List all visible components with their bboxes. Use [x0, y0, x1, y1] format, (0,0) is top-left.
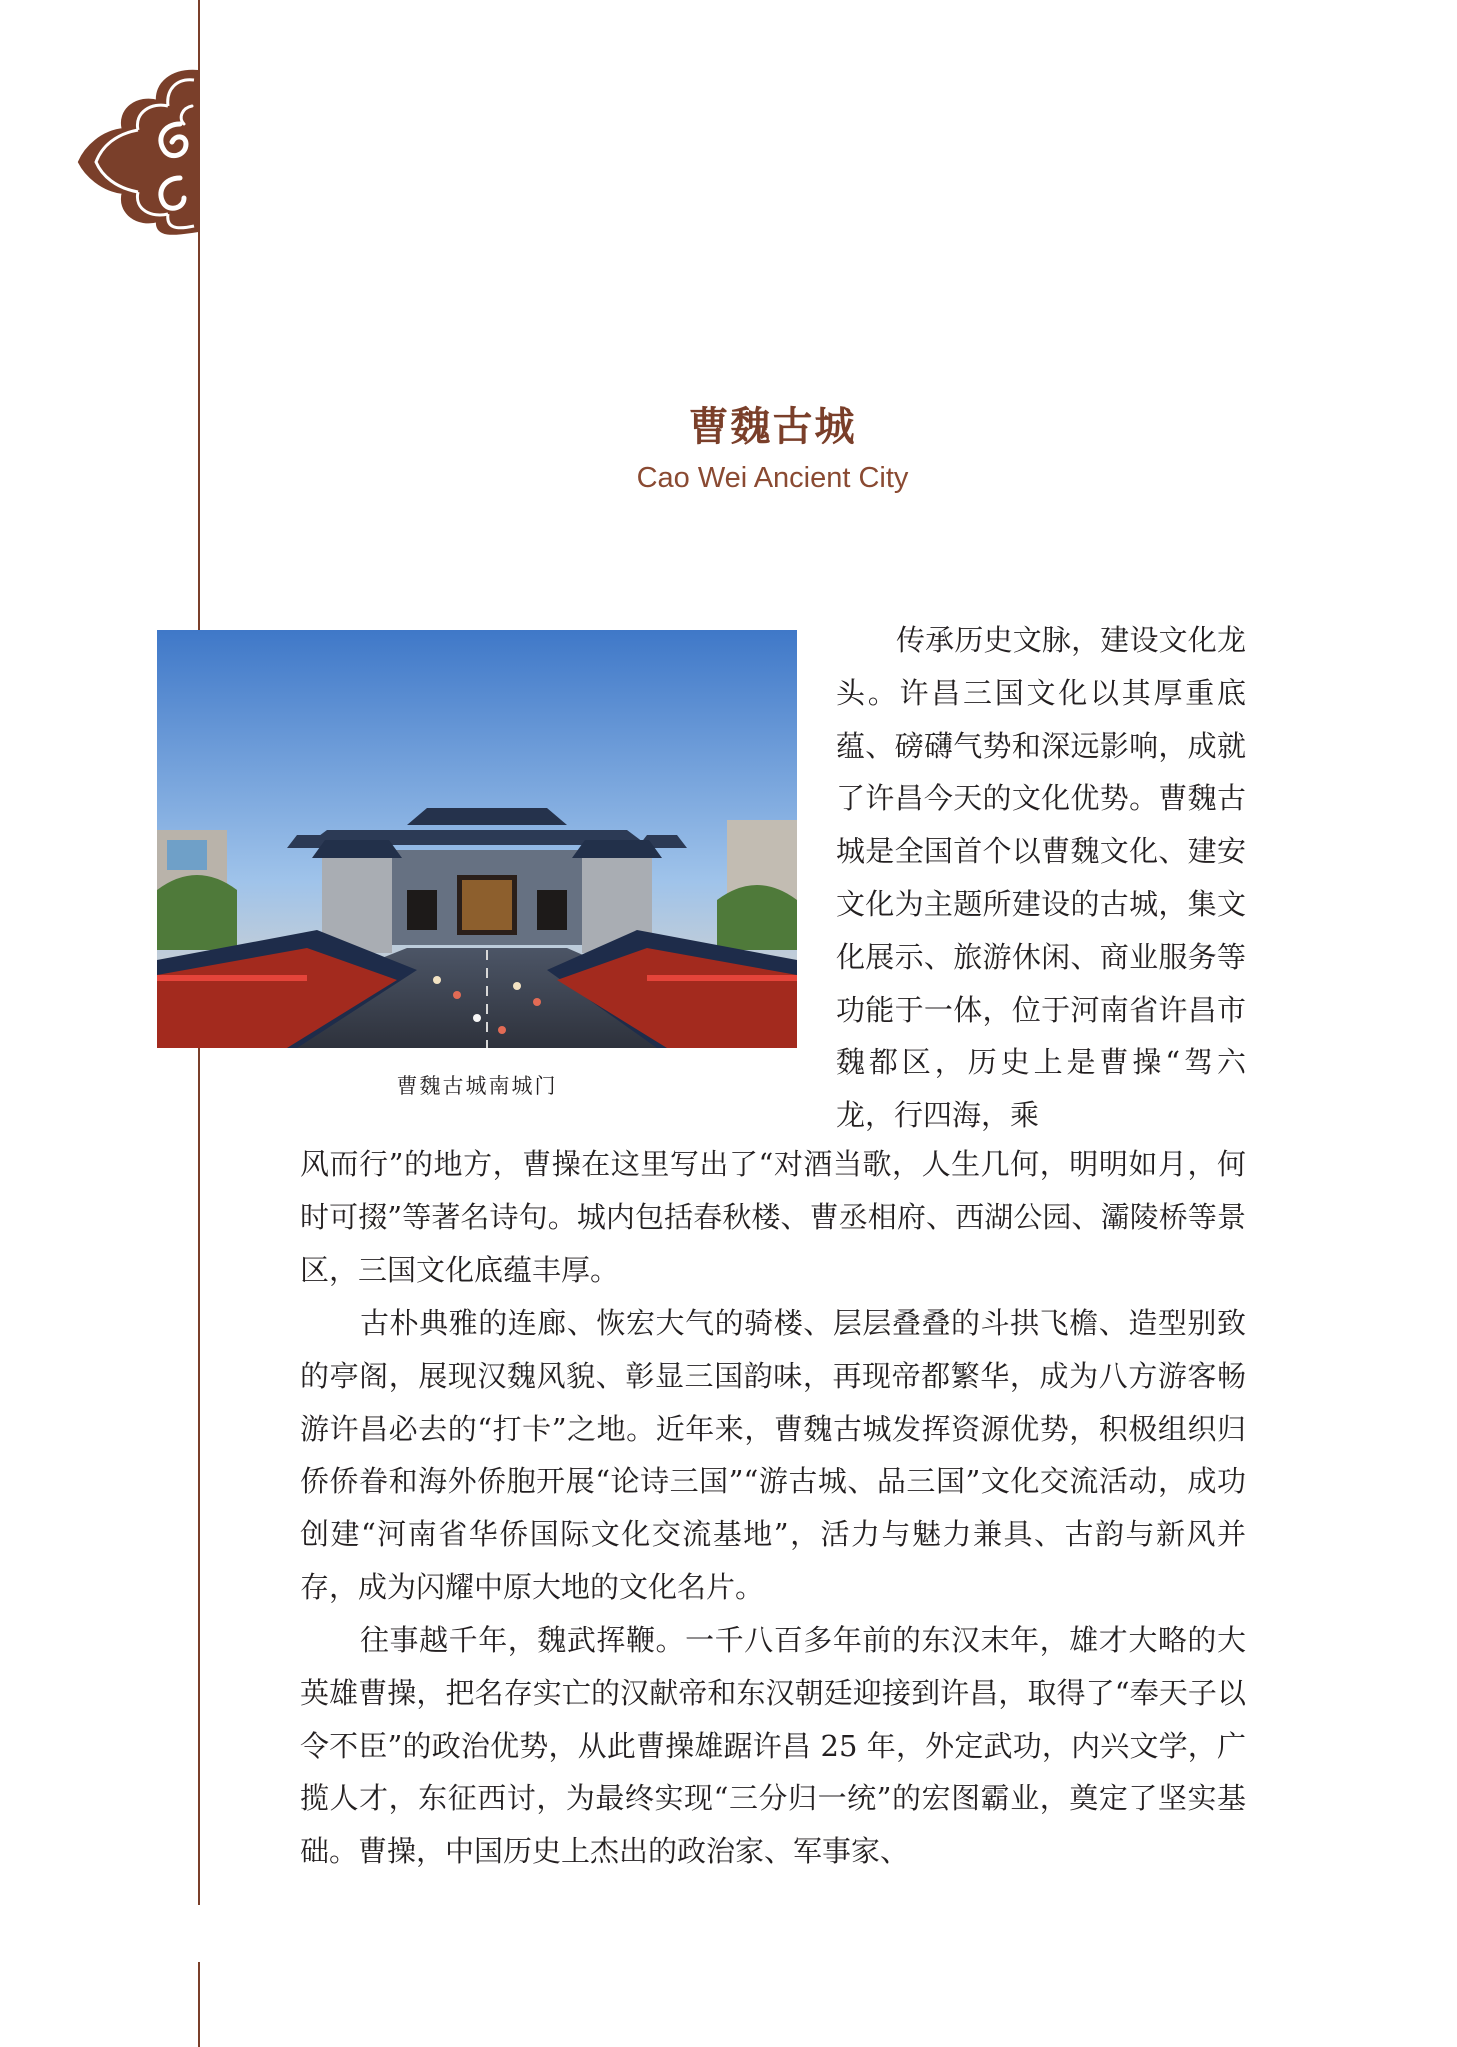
city-gate-photo: [157, 630, 797, 1048]
paragraph-3: 往事越千年，魏武挥鞭。一千八百多年前的东汉末年，雄才大略的大英雄曹操，把名存实亡的汉献帝和东汉朝廷迎接到许昌，取得了“奉天子以令不臣”的政治优势，从此曹操雄踞许昌 25 年，外定武功，内兴文学，广揽人才，东征西讨，为最终实现“三分归一统”的宏图霸业，奠定了坚实基础。曹操，中国历史上杰出的政治家、军事家、: [300, 1623, 1246, 1869]
photo-caption: 曹魏古城南城门: [396, 1074, 558, 1098]
paragraph-1-wrapped: 传承历史文脉，建设文化龙头。许昌三国文化以其厚重底蕴、磅礴气势和深远影响，成就了许昌今天的文化优势。曹魏古城是全国首个以曹魏文化、建安文化为主题所建设的古城，集文化展示、旅游休闲、商业服务等功能于一体，位于河南省许昌市魏都区，历史上是曹操“驾六龙，行四海，乘: [836, 623, 1246, 1133]
auspicious-cloud-icon: [72, 66, 204, 236]
page-title: 曹魏古城: [688, 404, 857, 450]
paragraph-2: 古朴典雅的连廊、恢宏大气的骑楼、层层叠叠的斗拱飞檐、造型别致的亭阁，展现汉魏风貌、彰显三国韵味，再现帝都繁华，成为八方游客畅游许昌必去的“打卡”之地。近年来，曹魏古城发挥资源优势，积极组织归侨侨眷和海外侨胞开展“论诗三国”“游古城、品三国”文化交流活动，成功创建“河南省华侨国际文化交流基地”，活力与魅力兼具、古韵与新风并存，成为闪耀中原大地的文化名片。: [300, 1306, 1246, 1604]
paragraph-1-continued: 风而行”的地方，曹操在这里写出了“对酒当歌，人生几何，明明如月，何时可掇”等著名诗句。城内包括春秋楼、曹丞相府、西湖公园、灞陵桥等景区，三国文化底蕴丰厚。: [300, 1147, 1246, 1287]
page-subtitle: Cao Wei Ancient City: [636, 462, 909, 494]
page-margin-rule-lower: [198, 1962, 200, 2047]
